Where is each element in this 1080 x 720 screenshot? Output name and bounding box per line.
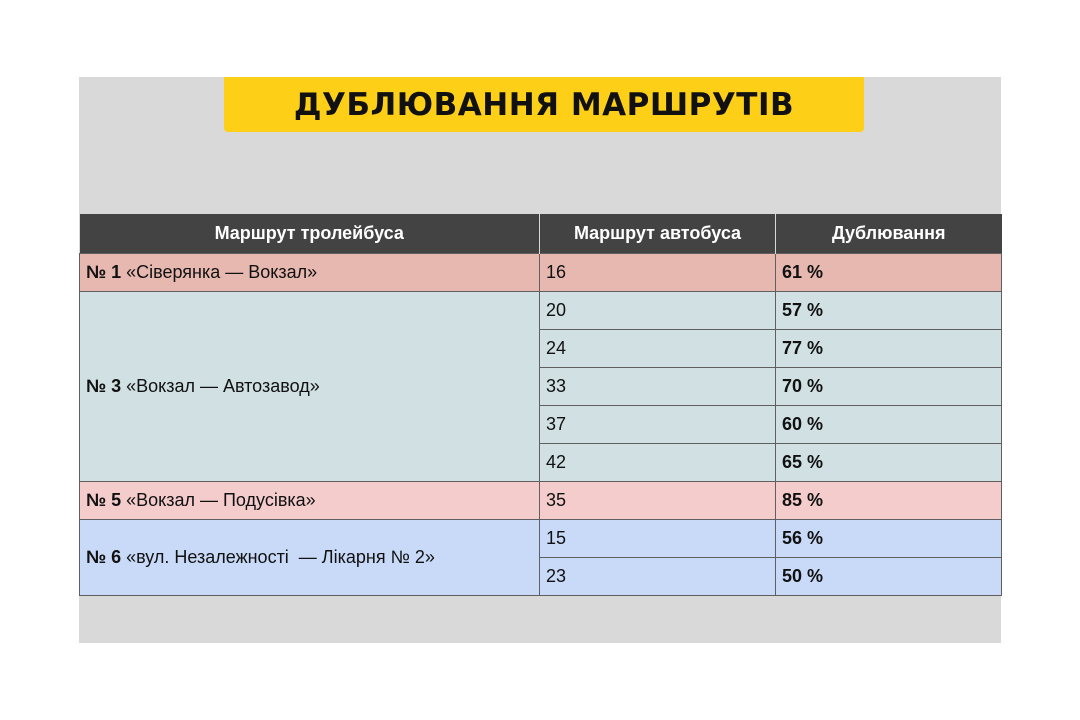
duplication-cell: 77 % bbox=[776, 329, 1002, 367]
route-number: № 6 bbox=[86, 546, 122, 567]
route-number: № 5 bbox=[86, 489, 122, 510]
bus-route-cell: 23 bbox=[540, 557, 776, 595]
bus-route-cell: 16 bbox=[540, 253, 776, 291]
bus-route-cell: 37 bbox=[540, 405, 776, 443]
route-name: «вул. Незалежності — Лікарня № 2» bbox=[126, 546, 435, 567]
trolleybus-route-cell bbox=[80, 291, 540, 481]
title-banner bbox=[224, 77, 864, 132]
duplication-cell: 57 % bbox=[776, 291, 1002, 329]
bus-route-cell: 20 bbox=[540, 291, 776, 329]
route-name: «Вокзал — Подусівка» bbox=[126, 489, 316, 510]
duplication-cell: 60 % bbox=[776, 405, 1002, 443]
duplication-cell: 61 % bbox=[776, 253, 1002, 291]
trolleybus-route-cell bbox=[80, 253, 540, 291]
trolleybus-route-cell bbox=[80, 519, 540, 595]
route-number: № 3 bbox=[86, 375, 122, 396]
bus-route-cell: 35 bbox=[540, 481, 776, 519]
duplication-cell: 85 % bbox=[776, 481, 1002, 519]
header-trolleybus-route: Маршрут тролейбуса bbox=[80, 214, 540, 253]
duplication-cell: 50 % bbox=[776, 557, 1002, 595]
route-number: № 1 bbox=[86, 261, 122, 282]
table-row bbox=[80, 253, 1002, 291]
trolleybus-route-cell bbox=[80, 481, 540, 519]
table-row bbox=[80, 481, 1002, 519]
duplication-cell: 65 % bbox=[776, 443, 1002, 481]
route-name: «Сіверянка — Вокзал» bbox=[126, 261, 318, 282]
duplication-cell: 56 % bbox=[776, 519, 1002, 557]
duplication-cell: 70 % bbox=[776, 367, 1002, 405]
infographic-card bbox=[79, 77, 1001, 643]
table-header-row bbox=[80, 214, 1002, 253]
routes-table bbox=[79, 214, 1002, 596]
bus-route-cell: 42 bbox=[540, 443, 776, 481]
header-bus-route: Маршрут автобуса bbox=[540, 214, 776, 253]
table-row bbox=[80, 291, 1002, 329]
bus-route-cell: 24 bbox=[540, 329, 776, 367]
header-duplication: Дублювання bbox=[776, 214, 1002, 253]
route-name: «Вокзал — Автозавод» bbox=[126, 375, 320, 396]
table-row bbox=[80, 519, 1002, 557]
page-title: ДУБЛЮВАННЯ МАРШРУТІВ bbox=[293, 86, 795, 123]
bus-route-cell: 15 bbox=[540, 519, 776, 557]
bus-route-cell: 33 bbox=[540, 367, 776, 405]
